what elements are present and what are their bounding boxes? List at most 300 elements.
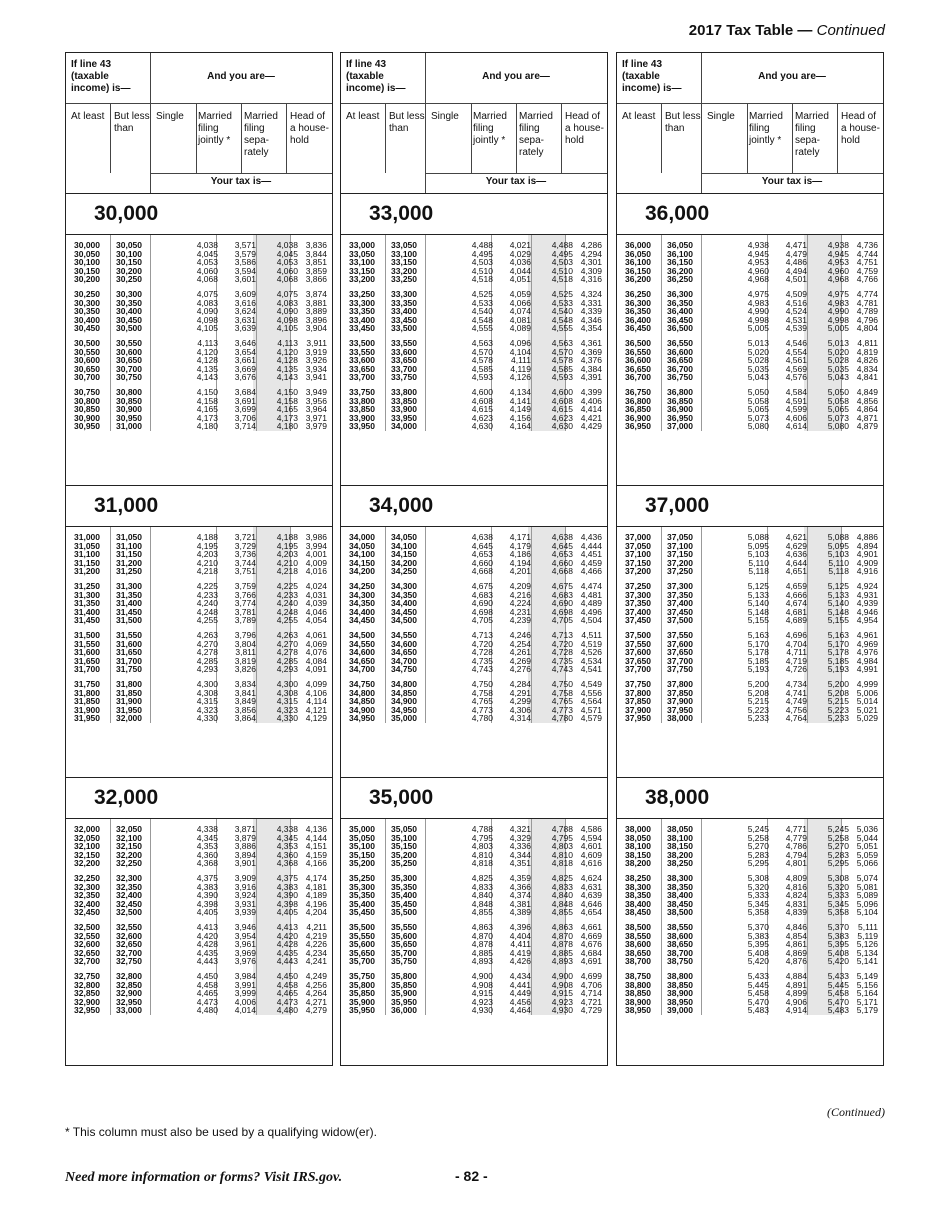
table-cell: 3,706 bbox=[234, 412, 256, 423]
table-cell: 4,939 bbox=[856, 598, 878, 609]
table-cell: 4,999 bbox=[856, 678, 878, 689]
table-cell: 4,571 bbox=[580, 704, 602, 715]
table-cell: 5,029 bbox=[856, 713, 878, 724]
column-header: Married filing jointly * bbox=[473, 111, 507, 146]
table-row bbox=[341, 567, 607, 576]
table-cell: 4,691 bbox=[580, 956, 602, 967]
table-cell: 33,150 bbox=[391, 257, 417, 268]
table-row bbox=[617, 714, 883, 723]
table-cell: 4,105 bbox=[276, 323, 298, 334]
table-cell: 35,650 bbox=[349, 947, 375, 958]
table-cell: 4,803 bbox=[471, 841, 493, 852]
table-cell: 4,848 bbox=[471, 898, 493, 909]
table-cell: 5,074 bbox=[856, 872, 878, 883]
table-cell: 35,250 bbox=[349, 872, 375, 883]
table-cell: 31,400 bbox=[74, 606, 100, 617]
table-cell: 5,119 bbox=[857, 930, 878, 941]
table-cell: 4,194 bbox=[509, 557, 531, 568]
table-cell: 5,118 bbox=[828, 566, 849, 577]
table-cell: 4,171 bbox=[509, 532, 531, 542]
table-cell: 3,684 bbox=[234, 386, 256, 397]
column-header: Married filing sepa- rately bbox=[244, 111, 278, 158]
table-cell: 4,354 bbox=[580, 323, 602, 334]
table-cell: 35,650 bbox=[391, 939, 417, 950]
table-cell: 4,631 bbox=[580, 881, 602, 892]
if-line-label: If line 43 (taxable income) is— bbox=[71, 59, 131, 94]
table-cell: 4,361 bbox=[580, 337, 602, 348]
table-cell: 4,698 bbox=[471, 606, 493, 617]
table-cell: 4,930 bbox=[551, 1005, 573, 1016]
table-row bbox=[66, 714, 332, 723]
table-cell: 4,885 bbox=[551, 947, 573, 958]
table-cell: 4,405 bbox=[196, 907, 218, 918]
table-cell: 4,134 bbox=[509, 386, 531, 397]
table-cell: 4,016 bbox=[305, 566, 327, 577]
table-cell: 4,149 bbox=[509, 404, 531, 415]
table-cell: 4,750 bbox=[551, 678, 573, 689]
table-cell: 4,756 bbox=[785, 704, 807, 715]
table-cell: 31,950 bbox=[74, 713, 100, 724]
table-cell: 36,250 bbox=[667, 274, 693, 285]
table-cell: 34,450 bbox=[391, 606, 417, 617]
income-block bbox=[617, 486, 883, 778]
table-cell: 34,100 bbox=[391, 540, 417, 551]
table-row bbox=[66, 908, 332, 917]
table-cell: 32,700 bbox=[74, 956, 100, 967]
table-cell: 32,650 bbox=[116, 939, 142, 950]
table-cell: 4,474 bbox=[580, 580, 602, 591]
table-cell: 4,606 bbox=[785, 412, 807, 423]
table-cell: 5,065 bbox=[747, 404, 769, 415]
table-cell: 4,736 bbox=[856, 240, 878, 250]
table-cell: 31,850 bbox=[116, 687, 142, 698]
table-cell: 37,100 bbox=[625, 549, 651, 560]
table-cell: 32,900 bbox=[74, 996, 100, 1007]
table-cell: 32,100 bbox=[116, 832, 142, 843]
table-cell: 4,706 bbox=[580, 979, 602, 990]
table-cell: 4,099 bbox=[305, 678, 327, 689]
table-cell: 35,950 bbox=[349, 1005, 375, 1016]
table-cell: 4,300 bbox=[196, 678, 218, 689]
table-cell: 36,300 bbox=[667, 288, 693, 299]
table-cell: 4,413 bbox=[276, 921, 298, 932]
table-cell: 5,395 bbox=[827, 939, 849, 950]
income-block bbox=[617, 194, 883, 486]
block-title: 30,000 bbox=[66, 194, 332, 235]
table-cell: 4,690 bbox=[551, 598, 573, 609]
table-cell: 4,360 bbox=[196, 849, 218, 860]
table-cell: 30,250 bbox=[116, 274, 142, 285]
table-cell: 4,879 bbox=[856, 421, 878, 432]
table-cell: 4,704 bbox=[785, 638, 807, 649]
table-cell: 4,594 bbox=[580, 832, 602, 843]
table-cell: 5,408 bbox=[747, 947, 769, 958]
table-cell: 4,399 bbox=[580, 386, 602, 397]
table-cell: 4,503 bbox=[471, 257, 493, 268]
table-cell: 4,264 bbox=[305, 988, 327, 999]
table-cell: 33,750 bbox=[349, 386, 375, 397]
table-cell: 4,270 bbox=[196, 638, 218, 649]
column-header: Head of a house- hold bbox=[841, 111, 880, 146]
table-cell: 33,500 bbox=[391, 323, 417, 334]
table-cell: 4,269 bbox=[509, 655, 531, 666]
table-cell: 38,150 bbox=[625, 849, 651, 860]
table-cell: 5,125 bbox=[747, 580, 769, 591]
table-cell: 33,600 bbox=[349, 355, 375, 366]
table-cell: 4,248 bbox=[196, 606, 218, 617]
table-cell: 4,359 bbox=[509, 872, 531, 883]
table-cell: 3,926 bbox=[305, 355, 327, 366]
table-cell: 30,200 bbox=[74, 274, 100, 285]
table-cell: 5,096 bbox=[856, 898, 878, 909]
table-cell: 4,690 bbox=[471, 598, 493, 609]
table-cell: 4,600 bbox=[551, 386, 573, 397]
table-cell: 4,518 bbox=[551, 274, 573, 285]
table-cell: 4,465 bbox=[276, 988, 298, 999]
table-cell: 38,900 bbox=[625, 996, 651, 1007]
table-cell: 4,301 bbox=[580, 257, 602, 268]
table-cell: 38,900 bbox=[667, 988, 693, 999]
table-cell: 31,100 bbox=[116, 540, 142, 551]
table-cell: 4,894 bbox=[856, 540, 878, 551]
table-cell: 5,333 bbox=[827, 890, 849, 901]
table-cell: 4,481 bbox=[580, 589, 602, 600]
table-cell: 3,991 bbox=[234, 979, 256, 990]
table-cell: 36,700 bbox=[625, 372, 651, 383]
table-cell: 4,901 bbox=[856, 549, 878, 560]
table-cell: 31,050 bbox=[116, 532, 142, 542]
table-cell: 4,915 bbox=[551, 988, 573, 999]
table-cell: 4,135 bbox=[276, 363, 298, 374]
table-cell: 34,850 bbox=[391, 687, 417, 698]
table-cell: 4,615 bbox=[551, 404, 573, 415]
table-cell: 30,200 bbox=[116, 265, 142, 276]
table-cell: 4,675 bbox=[551, 580, 573, 591]
table-cell: 36,550 bbox=[667, 337, 693, 348]
table-cell: 4,450 bbox=[196, 970, 218, 981]
table-cell: 4,668 bbox=[471, 566, 493, 577]
table-cell: 4,466 bbox=[580, 566, 602, 577]
table-cell: 4,324 bbox=[580, 288, 602, 299]
column-header: Single bbox=[431, 111, 459, 122]
and-you-are-label: And you are— bbox=[482, 71, 550, 82]
table-cell: 4,788 bbox=[471, 824, 493, 834]
table-cell: 5,445 bbox=[827, 979, 849, 990]
table-cell: 4,203 bbox=[196, 549, 218, 560]
table-cell: 5,020 bbox=[827, 346, 849, 357]
table-cell: 30,250 bbox=[74, 288, 100, 299]
table-cell: 3,759 bbox=[234, 580, 256, 591]
table-cell: 30,550 bbox=[116, 337, 142, 348]
table-cell: 31,000 bbox=[74, 532, 100, 542]
table-cell: 5,358 bbox=[747, 907, 769, 918]
table-cell: 4,014 bbox=[234, 1005, 256, 1016]
table-cell: 4,471 bbox=[785, 240, 807, 250]
table-cell: 4,173 bbox=[276, 412, 298, 423]
table-row bbox=[617, 422, 883, 431]
table-cell: 4,413 bbox=[196, 921, 218, 932]
table-cell: 5,170 bbox=[827, 638, 849, 649]
table-cell: 4,411 bbox=[510, 939, 531, 950]
table-cell: 4,031 bbox=[305, 589, 327, 600]
table-cell: 35,700 bbox=[349, 956, 375, 967]
table-cell: 3,881 bbox=[305, 297, 327, 308]
table-cell: 4,960 bbox=[747, 265, 769, 276]
table-cell: 30,450 bbox=[74, 323, 100, 334]
table-cell: 33,600 bbox=[391, 346, 417, 357]
table-cell: 4,638 bbox=[551, 532, 573, 542]
table-cell: 4,006 bbox=[234, 996, 256, 1007]
table-cell: 31,600 bbox=[116, 638, 142, 649]
table-cell: 4,345 bbox=[196, 832, 218, 843]
table-cell: 36,250 bbox=[625, 288, 651, 299]
table-cell: 33,950 bbox=[349, 421, 375, 432]
table-cell: 4,113 bbox=[277, 337, 298, 348]
table-cell: 30,800 bbox=[116, 386, 142, 397]
table-cell: 30,500 bbox=[74, 337, 100, 348]
table-cell: 5,148 bbox=[827, 606, 849, 617]
table-cell: 32,100 bbox=[74, 841, 100, 852]
table-cell: 32,950 bbox=[74, 1005, 100, 1016]
table-cell: 38,050 bbox=[667, 824, 693, 834]
table-cell: 5,308 bbox=[827, 872, 849, 883]
table-cell: 32,850 bbox=[74, 988, 100, 999]
table-cell: 5,103 bbox=[827, 549, 849, 560]
table-header bbox=[617, 53, 883, 194]
table-cell: 4,330 bbox=[196, 713, 218, 724]
table-cell: 35,750 bbox=[391, 956, 417, 967]
income-block bbox=[66, 486, 332, 778]
table-cell: 4,743 bbox=[471, 664, 493, 675]
table-cell: 4,203 bbox=[276, 549, 298, 560]
table-cell: 32,050 bbox=[74, 832, 100, 843]
table-cell: 5,345 bbox=[747, 898, 769, 909]
table-cell: 38,050 bbox=[625, 832, 651, 843]
table-cell: 4,960 bbox=[827, 265, 849, 276]
table-cell: 4,840 bbox=[551, 890, 573, 901]
table-cell: 4,291 bbox=[509, 687, 531, 698]
table-cell: 38,550 bbox=[625, 930, 651, 941]
table-cell: 4,421 bbox=[580, 412, 602, 423]
table-cell: 38,800 bbox=[667, 970, 693, 981]
table-cell: 4,459 bbox=[580, 557, 602, 568]
table-cell: 4,458 bbox=[196, 979, 218, 990]
table-cell: 4,833 bbox=[471, 881, 493, 892]
table-cell: 4,239 bbox=[509, 615, 531, 626]
table-cell: 4,699 bbox=[580, 970, 602, 981]
table-cell: 3,834 bbox=[234, 678, 256, 689]
table-cell: 31,450 bbox=[74, 615, 100, 626]
table-cell: 35,550 bbox=[391, 921, 417, 932]
table-cell: 4,368 bbox=[276, 858, 298, 869]
table-cell: 5,320 bbox=[827, 881, 849, 892]
table-cell: 36,950 bbox=[667, 412, 693, 423]
table-cell: 4,863 bbox=[471, 921, 493, 932]
table-cell: 3,946 bbox=[234, 921, 256, 932]
table-cell: 4,759 bbox=[856, 265, 878, 276]
table-cell: 3,594 bbox=[234, 265, 256, 276]
table-cell: 4,480 bbox=[196, 1005, 218, 1016]
table-cell: 4,976 bbox=[856, 647, 878, 658]
table-cell: 5,193 bbox=[747, 664, 769, 675]
table-cell: 5,483 bbox=[827, 1005, 849, 1016]
table-cell: 4,779 bbox=[785, 832, 807, 843]
table-cell: 32,500 bbox=[74, 921, 100, 932]
table-cell: 38,600 bbox=[625, 939, 651, 950]
table-cell: 4,953 bbox=[827, 257, 849, 268]
table-cell: 5,111 bbox=[857, 921, 878, 932]
table-cell: 3,676 bbox=[234, 372, 256, 383]
table-cell: 4,726 bbox=[785, 664, 807, 675]
table-cell: 35,200 bbox=[349, 858, 375, 869]
table-cell: 3,736 bbox=[234, 549, 256, 560]
table-cell: 33,350 bbox=[391, 297, 417, 308]
table-cell: 4,436 bbox=[580, 532, 602, 542]
table-cell: 33,500 bbox=[349, 337, 375, 348]
table-cell: 4,601 bbox=[580, 841, 602, 852]
table-cell: 4,494 bbox=[785, 265, 807, 276]
table-row bbox=[617, 957, 883, 966]
table-cell: 34,600 bbox=[349, 647, 375, 658]
table-cell: 4,651 bbox=[785, 566, 807, 577]
table-cell: 4,630 bbox=[551, 421, 573, 432]
table-cell: 36,000 bbox=[391, 1005, 417, 1016]
table-cell: 31,050 bbox=[74, 540, 100, 551]
table-cell: 31,300 bbox=[116, 580, 142, 591]
table-cell: 34,150 bbox=[349, 557, 375, 568]
table-cell: 4,576 bbox=[785, 372, 807, 383]
table-cell: 4,954 bbox=[856, 615, 878, 626]
table-cell: 4,353 bbox=[276, 841, 298, 852]
table-cell: 4,555 bbox=[551, 323, 573, 334]
table-cell: 35,100 bbox=[349, 841, 375, 852]
table-cell: 4,795 bbox=[471, 832, 493, 843]
table-cell: 34,900 bbox=[391, 696, 417, 707]
table-cell: 4,915 bbox=[471, 988, 493, 999]
table-cell: 30,700 bbox=[116, 363, 142, 374]
table-cell: 3,796 bbox=[234, 629, 256, 640]
table-cell: 35,050 bbox=[349, 832, 375, 843]
column-header: But less than bbox=[114, 111, 150, 134]
table-cell: 33,150 bbox=[349, 265, 375, 276]
table-cell: 3,789 bbox=[234, 615, 256, 626]
table-cell: 5,433 bbox=[827, 970, 849, 981]
table-cell: 4,990 bbox=[747, 306, 769, 317]
table-cell: 32,200 bbox=[74, 858, 100, 869]
table-cell: 34,200 bbox=[349, 566, 375, 577]
table-cell: 4,705 bbox=[471, 615, 493, 626]
table-cell: 37,000 bbox=[625, 532, 651, 542]
table-cell: 3,646 bbox=[234, 337, 256, 348]
table-cell: 34,150 bbox=[391, 549, 417, 560]
table-cell: 4,864 bbox=[856, 404, 878, 415]
table-cell: 5,104 bbox=[856, 907, 878, 918]
table-cell: 37,100 bbox=[667, 540, 693, 551]
table-cell: 4,533 bbox=[551, 297, 573, 308]
table-cell: 5,283 bbox=[827, 849, 849, 860]
table-cell: 4,876 bbox=[785, 956, 807, 967]
table-cell: 4,156 bbox=[509, 412, 531, 423]
table-cell: 34,250 bbox=[391, 566, 417, 577]
column-header: Head of a house- hold bbox=[290, 111, 329, 146]
table-cell: 3,856 bbox=[234, 704, 256, 715]
table-cell: 34,350 bbox=[391, 589, 417, 600]
table-cell: 30,450 bbox=[116, 314, 142, 325]
table-cell: 5,110 bbox=[828, 557, 849, 568]
table-cell: 5,005 bbox=[747, 323, 769, 334]
table-cell: 30,900 bbox=[74, 412, 100, 423]
table-cell: 5,270 bbox=[827, 841, 849, 852]
table-cell: 3,819 bbox=[234, 655, 256, 666]
table-cell: 30,300 bbox=[116, 288, 142, 299]
table-cell: 4,645 bbox=[551, 540, 573, 551]
table-cell: 5,295 bbox=[747, 858, 769, 869]
table-cell: 4,616 bbox=[580, 858, 602, 869]
table-cell: 34,250 bbox=[349, 580, 375, 591]
table-cell: 4,501 bbox=[785, 274, 807, 285]
table-cell: 31,500 bbox=[74, 629, 100, 640]
table-cell: 4,240 bbox=[276, 598, 298, 609]
table-cell: 3,714 bbox=[234, 421, 256, 432]
table-cell: 33,300 bbox=[349, 297, 375, 308]
table-row bbox=[617, 616, 883, 625]
table-cell: 4,024 bbox=[305, 580, 327, 591]
table-cell: 4,083 bbox=[276, 297, 298, 308]
table-cell: 33,200 bbox=[391, 265, 417, 276]
table-cell: 31,650 bbox=[74, 655, 100, 666]
table-cell: 32,600 bbox=[74, 939, 100, 950]
table-cell: 4,946 bbox=[856, 606, 878, 617]
table-cell: 4,331 bbox=[580, 297, 602, 308]
table-cell: 4,584 bbox=[785, 386, 807, 397]
table-cell: 33,250 bbox=[391, 274, 417, 285]
table-cell: 4,983 bbox=[827, 297, 849, 308]
table-cell: 4,615 bbox=[471, 404, 493, 415]
table-cell: 35,500 bbox=[349, 921, 375, 932]
table-cell: 4,840 bbox=[471, 890, 493, 901]
table-cell: 4,968 bbox=[747, 274, 769, 285]
table-cell: 4,338 bbox=[196, 824, 218, 834]
table-cell: 4,314 bbox=[509, 713, 531, 724]
table-cell: 4,586 bbox=[580, 824, 602, 834]
table-cell: 4,249 bbox=[305, 970, 327, 981]
table-cell: 3,866 bbox=[305, 274, 327, 285]
table-cell: 4,323 bbox=[276, 704, 298, 715]
table-cell: 5,445 bbox=[747, 979, 769, 990]
table-cell: 4,119 bbox=[510, 363, 531, 374]
table-cell: 4,675 bbox=[471, 580, 493, 591]
table-cell: 4,646 bbox=[580, 898, 602, 909]
block-title: 34,000 bbox=[341, 486, 607, 527]
table-cell: 4,366 bbox=[509, 881, 531, 892]
if-line-label: If line 43 (taxable income) is— bbox=[346, 59, 406, 94]
table-cell: 4,801 bbox=[785, 858, 807, 869]
table-cell: 5,014 bbox=[856, 696, 878, 707]
table-cell: 5,035 bbox=[827, 363, 849, 374]
table-cell: 4,404 bbox=[509, 930, 531, 941]
table-cell: 4,666 bbox=[785, 589, 807, 600]
table-cell: 3,766 bbox=[234, 589, 256, 600]
table-cell: 37,450 bbox=[625, 615, 651, 626]
table-cell: 4,533 bbox=[471, 297, 493, 308]
table-cell: 4,526 bbox=[580, 647, 602, 658]
table-cell: 4,893 bbox=[551, 956, 573, 967]
table-cell: 5,080 bbox=[747, 421, 769, 432]
table-cell: 31,650 bbox=[116, 647, 142, 658]
table-cell: 4,758 bbox=[471, 687, 493, 698]
table-cell: 33,450 bbox=[349, 323, 375, 334]
table-cell: 4,720 bbox=[471, 638, 493, 649]
